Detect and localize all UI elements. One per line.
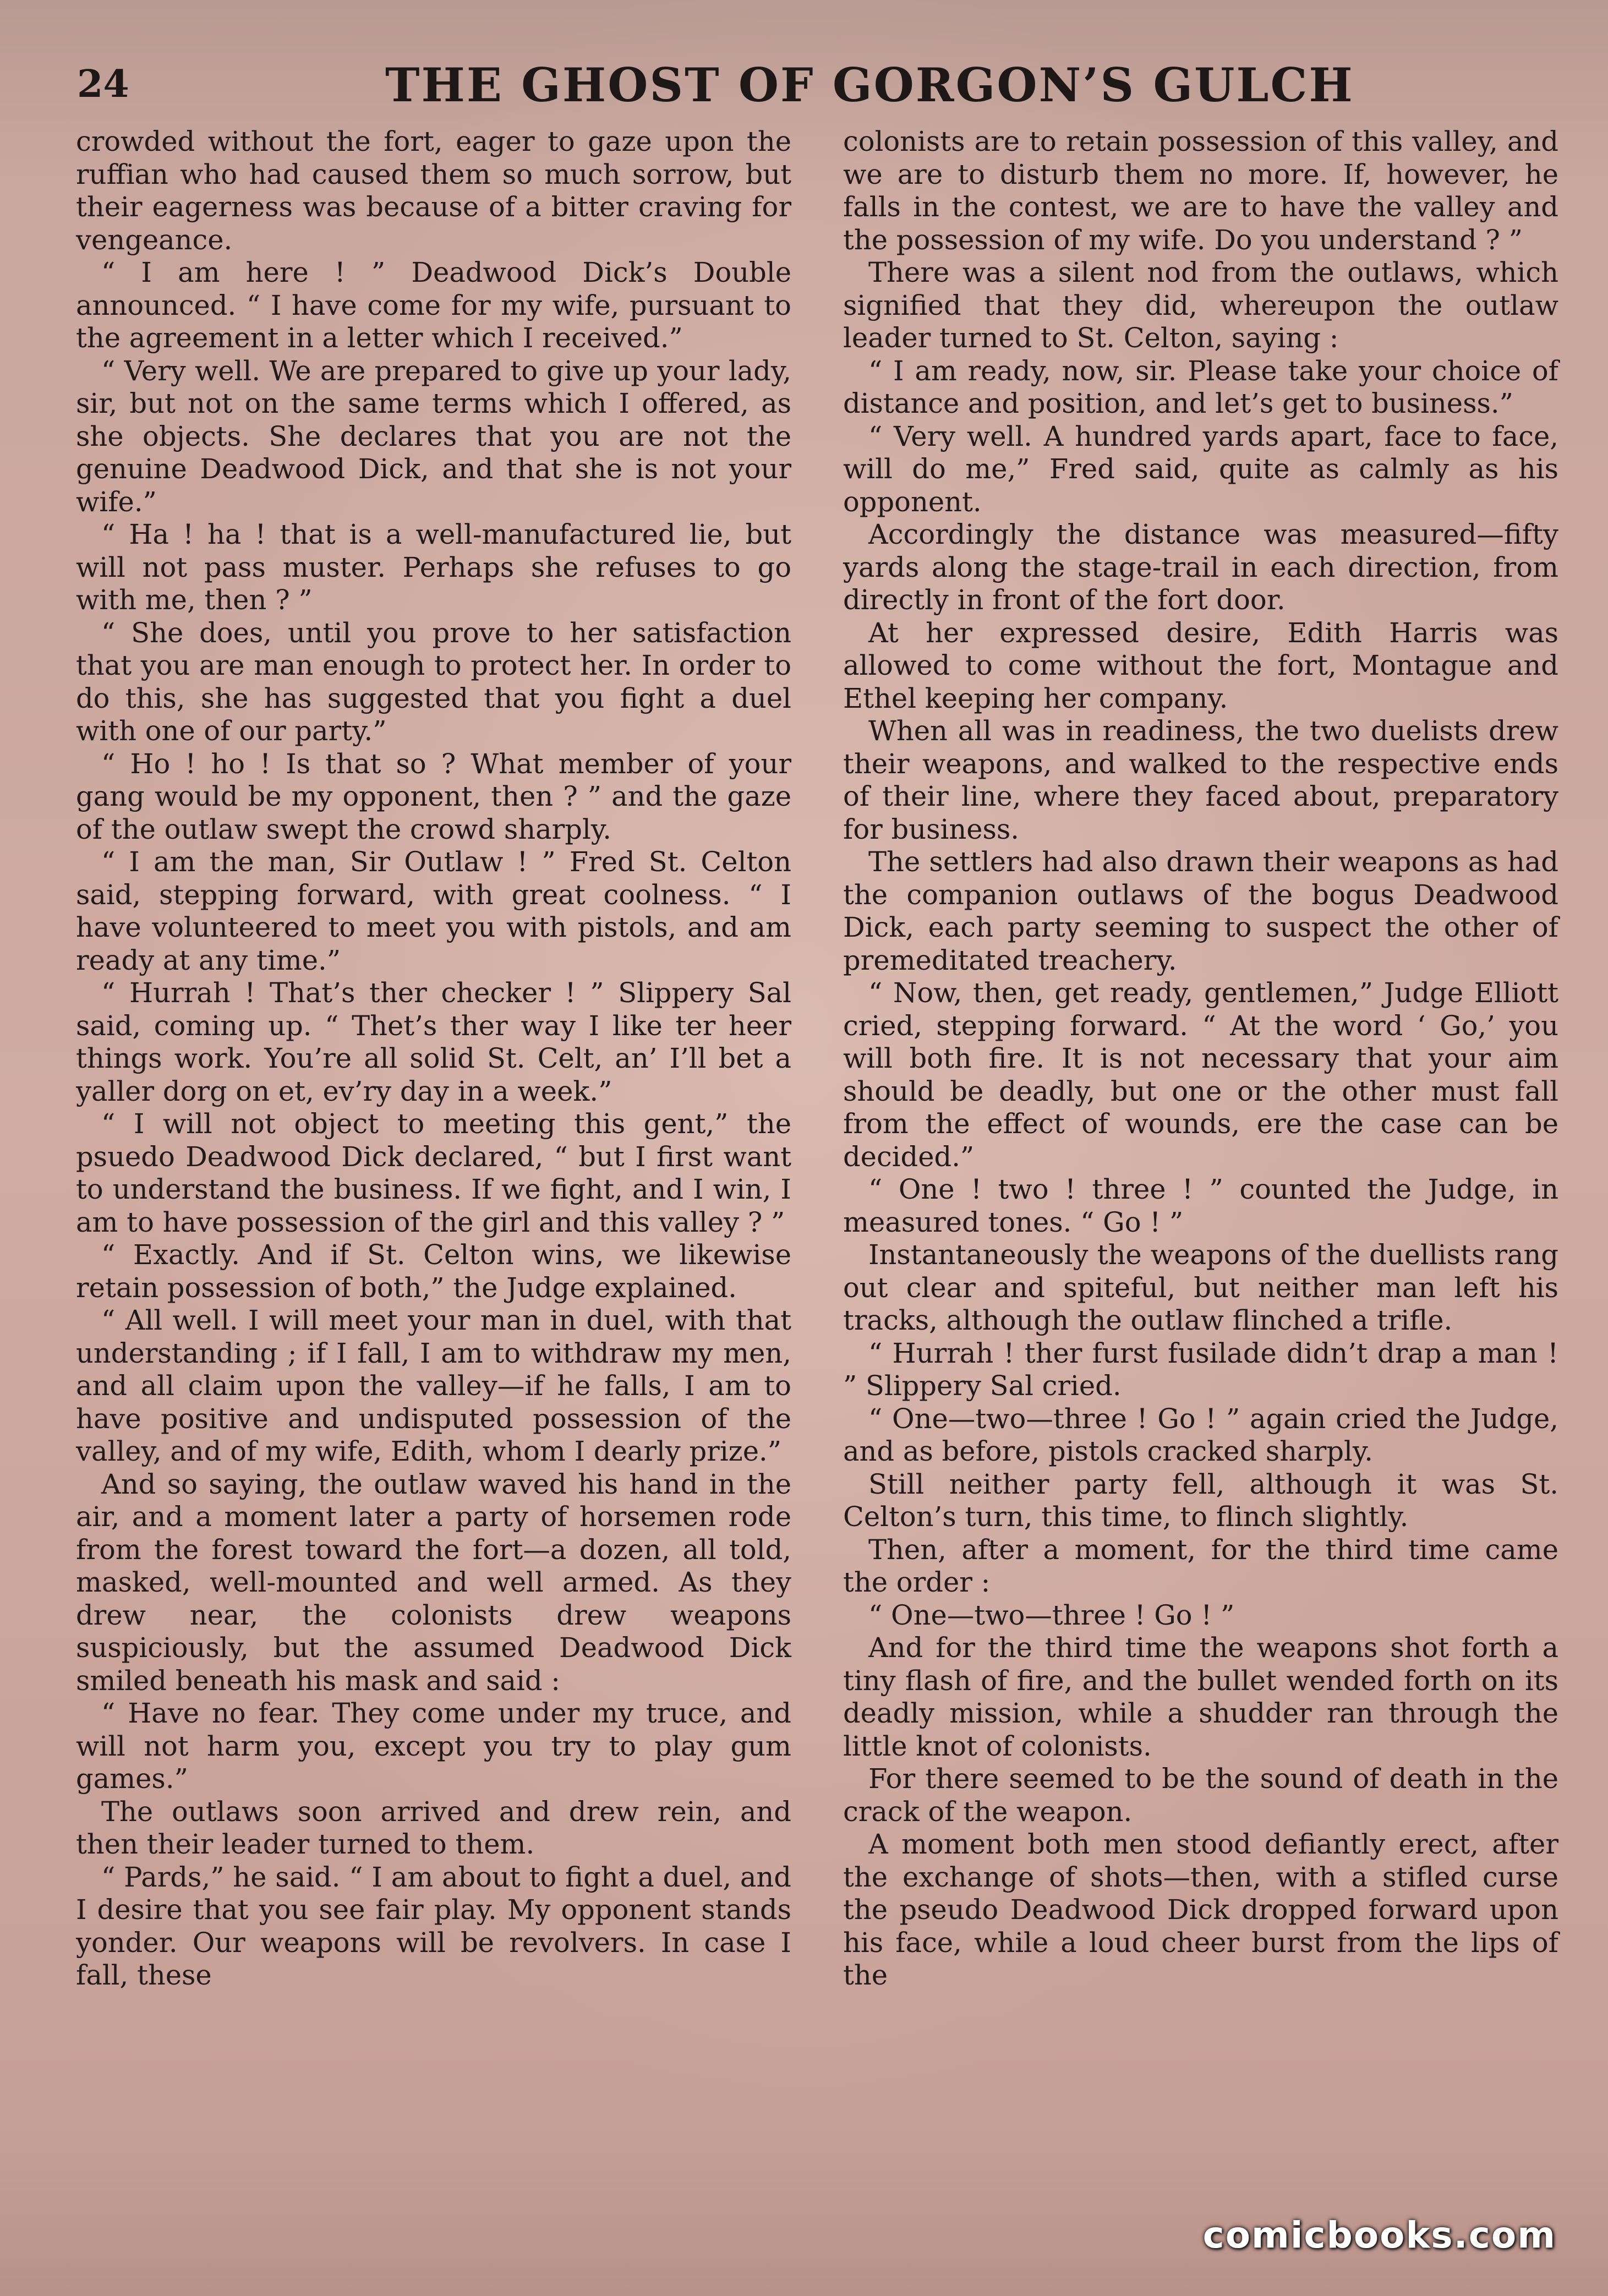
paragraph: A moment both men stood defiantly erect, after the exchange of shots—then, with a stifled curse the pseudo Deadwood Dick dropped forward upon his face, while a loud cheer burst from the lips of the: [843, 1828, 1558, 1991]
paragraph: “ I am the man, Sir Outlaw ! ” Fred St. Celton said, stepping forward, with great coolness. “ I have volunteered to meet you with pistols, and am ready at any time.”: [76, 846, 791, 976]
running-title: THE GHOST OF GORGON’S GULCH: [385, 58, 1354, 112]
paragraph: “ One—two—three ! Go ! ”: [868, 1599, 1235, 1631]
right-column: [843, 125, 1558, 1992]
paragraph: Accordingly the distance was measured—fifty yards along the stage-trail in each direction, from directly in front of the fort door.: [843, 518, 1558, 616]
paragraph: “ She does, until you prove to her satisfaction that you are man enough to protect her. In order to do this, she has suggested that you fight a duel with one of our party.”: [76, 616, 791, 747]
paragraph: “ Exactly. And if St. Celton wins, we likewise retain possession of both,” the Judge explained.: [76, 1239, 791, 1304]
paragraph: Instantaneously the weapons of the duellists rang out clear and spiteful, but neither man left his tracks, although the outlaw flinched a trifle.: [843, 1239, 1558, 1336]
paragraph: crowded without the fort, eager to gaze upon the ruffian who had caused them so much sorrow, but their eagerness was because of a bitter craving for vengeance.: [76, 125, 791, 256]
page-number: 24: [77, 62, 129, 106]
paragraph: For there seemed to be the sound of death in the crack of the weapon.: [843, 1763, 1558, 1828]
paragraph: colonists are to retain possession of this valley, and we are to disturb them no more. If, however, he falls in the contest, we are to have the valley and the possession of my wife. Do you understand ? ”: [843, 125, 1558, 256]
paragraph: “ Very well. We are prepared to give up your lady, sir, but not on the same terms which I offered, as she objects. She declares that you are not the genuine Deadwood Dick, and that she is not your wife.”: [76, 354, 791, 518]
paragraph: And so saying, the outlaw waved his hand in the air, and a moment later a party of horsemen rode from the forest toward the fort—a dozen, all told, masked, well-mounted and well armed. As they drew near, the colonists drew weapons suspiciously, but the assumed Deadwood Dick smiled beneath his mask and said :: [76, 1468, 791, 1697]
paragraph: The settlers had also drawn their weapons as had the companion outlaws of the bogus Deadwood Dick, each party seeming to suspect the other of premeditated treachery.: [843, 846, 1558, 976]
paragraph: Still neither party fell, although it was St. Celton’s turn, this time, to flinch slightly.: [843, 1468, 1558, 1533]
page-header: [72, 58, 1557, 113]
paragraph: “ Ho ! ho ! Is that so ? What member of your gang would be my opponent, then ? ” and the gaze of the outlaw swept the crowd sharply.: [76, 747, 791, 845]
paragraph: “ I am here ! ” Deadwood Dick’s Double announced. “ I have come for my wife, pursuant to the agreement in a letter which I received.”: [76, 256, 791, 354]
paragraph: The outlaws soon arrived and drew rein, and then their leader turned to them.: [76, 1795, 791, 1860]
paragraph: “ Hurrah ! ther furst fusilade didn’t drap a man ! ” Slippery Sal cried.: [843, 1337, 1558, 1402]
paragraph: “ Ha ! ha ! that is a well-manufactured lie, but will not pass muster. Perhaps she refuses to go with me, then ? ”: [76, 518, 791, 616]
paragraph: “ I will not object to meeting this gent,” the psuedo Deadwood Dick declared, “ but I first want to understand the business. If we fight, and I win, I am to have possession of the girl and this valley ? ”: [76, 1108, 791, 1238]
paragraph: Then, after a moment, for the third time came the order :: [843, 1533, 1558, 1598]
paragraph: “ Pards,” he said. “ I am about to fight a duel, and I desire that you see fair play. My opponent stands yonder. Our weapons will be revolvers. In case I fall, these: [76, 1861, 791, 1991]
watermark: comicbooks.com: [1202, 2214, 1556, 2256]
left-column: [76, 125, 791, 1992]
paragraph: And for the third time the weapons shot forth a tiny flash of fire, and the bullet wended forth on its deadly mission, while a shudder ran through the little knot of colonists.: [843, 1632, 1558, 1762]
paragraph: “ Have no fear. They come under my truce, and will not harm you, except you try to play gum games.”: [76, 1697, 791, 1795]
paragraph: “ Now, then, get ready, gentlemen,” Judge Elliott cried, stepping forward. “ At the word ‘ Go,’ you will both fire. It is not necessary that your aim should be deadly, but one or the other must fall from the effect of wounds, ere the case can be decided.”: [843, 977, 1558, 1173]
paragraph: “ Hurrah ! That’s ther checker ! ” Slippery Sal said, coming up. “ Thet’s ther way I like ter heer things work. You’re all solid St. Celt, an’ I’ll bet a yaller dorg on et, ev’ry day in a week.”: [76, 977, 791, 1107]
paragraph: When all was in readiness, the two duelists drew their weapons, and walked to the respective ends of their line, where they faced about, preparatory for business.: [843, 715, 1558, 845]
paragraph: There was a silent nod from the outlaws, which signified that they did, whereupon the outlaw leader turned to St. Celton, saying :: [843, 256, 1558, 354]
paragraph: “ I am ready, now, sir. Please take your choice of distance and position, and let’s get to business.”: [843, 354, 1558, 419]
paragraph: At her expressed desire, Edith Harris was allowed to come without the fort, Montague and Ethel keeping her company.: [843, 616, 1558, 714]
paragraph: “ One ! two ! three ! ” counted the Judge, in measured tones. “ Go ! ”: [843, 1173, 1558, 1238]
paragraph: “ One—two—three ! Go ! ” again cried the Judge, and as before, pistols cracked sharply.: [843, 1402, 1558, 1467]
paragraph: “ Very well. A hundred yards apart, face to face, will do me,” Fred said, quite as calmly as his opponent.: [843, 420, 1558, 518]
paragraph: “ All well. I will meet your man in duel, with that understanding ; if I fall, I am to withdraw my men, and all claim upon the valley—if he falls, I am to have positive and undisputed possession of the valley, and of my wife, Edith, whom I dearly prize.”: [76, 1304, 791, 1467]
